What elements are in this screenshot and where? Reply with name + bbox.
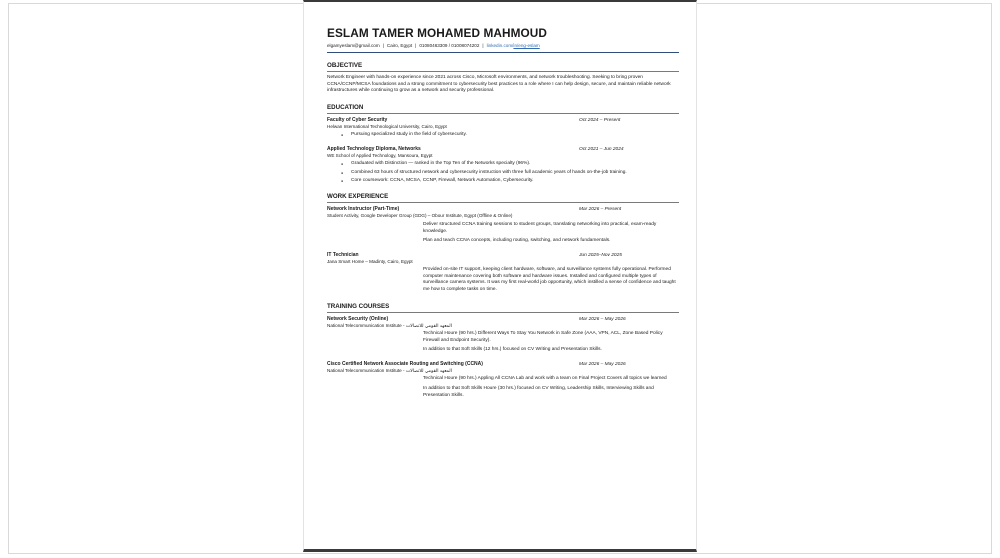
entry-bullets bbox=[327, 161, 679, 184]
objective-section bbox=[327, 62, 679, 95]
entry-title: Network Security (Online) bbox=[327, 315, 389, 322]
work-section bbox=[327, 193, 679, 293]
linkedin-link[interactable] bbox=[487, 43, 540, 48]
bullet-item: ● Combined 63 hours of structured network and cybersecurity instruction with three full academic years of hands on-the-job training. bbox=[351, 170, 679, 176]
contact-location: Cairo, Egypt bbox=[386, 43, 413, 48]
entry-date: Mar 2026 – Present bbox=[579, 207, 622, 213]
section-title: WORK EXPERIENCE bbox=[327, 193, 389, 201]
section-divider bbox=[327, 312, 679, 313]
description-paragraph: Plan and teach CCNA concepts, including routing, switching, and network fundamentals. bbox=[423, 238, 611, 244]
section-divider bbox=[327, 113, 679, 114]
bullet-item: ● Pursuing specialized study in the field of cybersecurity. bbox=[351, 132, 679, 138]
description-paragraph: Deliver structured CCNA training sessions to student groups, translating networking into practical, exam-ready knowledge. bbox=[423, 221, 657, 234]
entry-date: Oct 2024 – Present bbox=[579, 117, 621, 123]
description-paragraph: Technical Houre (90 hrs.) Different Ways To Stay You Network in Safe Zone (AAA, VPN, ACL, Zone Based Policy Firewall and Endpoint Security). bbox=[423, 331, 663, 343]
section-title: OBJECTIVE bbox=[327, 62, 363, 69]
linkedin-handle: in/eng-eslam bbox=[513, 43, 540, 48]
entry-description bbox=[423, 376, 679, 399]
entry-institution: Helwan International Technological University, Cairo, Egypt bbox=[327, 123, 447, 129]
resume-page bbox=[303, 0, 697, 552]
education-entry bbox=[327, 117, 679, 139]
contact-separator: | bbox=[415, 43, 417, 48]
entry-institution: National Telecommunication Institute - المعهد القومي للاتصالات bbox=[327, 322, 452, 328]
training-entry bbox=[327, 361, 679, 399]
education-entry bbox=[327, 146, 679, 185]
contact-phones: 01080463309 / 01008074202 bbox=[419, 43, 480, 48]
description-paragraph: Provided on-site IT support, keeping client hardware, software, and surveillance systems fully operational. Performed computer maintenance covering both software and hardware issues. Installed and configured multiple types of surveillance camera systems. It was my first real-world job opportunity, which instilled a sense of confidence and taught me how to complete tasks on time. bbox=[423, 267, 676, 292]
bullet-item: ● Core coursework: CCNA, MCSA, CCNP, Firewall, Network Automation, Cybersecurity. bbox=[351, 178, 679, 184]
entry-organization: Student Activity, Google Developer Group (GDG) – Obour Institute, Egypt (Offline & Online) bbox=[327, 213, 513, 219]
linkedin-prefix: linkedin.com/ bbox=[486, 43, 514, 48]
entry-title: Network Instructor (Part-Time) bbox=[327, 206, 400, 213]
entry-description bbox=[423, 331, 679, 354]
contact-line bbox=[327, 43, 679, 49]
section-title: TRAINING COURSES bbox=[327, 302, 390, 310]
entry-title: Cisco Certified Network Associate Routing and Switching (CCNA) bbox=[327, 360, 483, 367]
entry-bullets bbox=[327, 132, 679, 138]
entry-institution: WE School of Applied Technology, Mansoura, Egypt bbox=[327, 152, 433, 158]
header-divider bbox=[327, 52, 679, 53]
work-entry bbox=[327, 206, 679, 244]
entry-description bbox=[423, 222, 679, 245]
entry-date: Mar 2026 – May 2026 bbox=[579, 316, 626, 322]
entry-date: Jun 2025–Nov 2025 bbox=[579, 252, 622, 258]
training-section bbox=[327, 303, 679, 400]
entry-description bbox=[423, 267, 679, 293]
description-paragraph: In addition to that Soft Skills (12 hrs.) focused on CV Writing and Presentation Skills. bbox=[423, 347, 602, 353]
contact-separator: | bbox=[382, 43, 384, 48]
contact-email: elgamyeslam@gmail.com bbox=[327, 43, 380, 48]
entry-title: Applied Technology Diploma, Networks bbox=[327, 145, 421, 152]
description-paragraph: Technical Houre (90 hrs.) Appling All CCNA Lab and work with a team on Final Project Covers all topics we learned bbox=[423, 376, 667, 382]
contact-separator: | bbox=[482, 43, 484, 48]
section-divider bbox=[327, 71, 679, 72]
entry-title: IT Technician bbox=[327, 251, 359, 258]
entry-title: Faculty of Cyber Security bbox=[327, 116, 388, 123]
entry-institution: National Telecommunication Institute - المعهد القومي للاتصالات bbox=[327, 367, 452, 373]
section-title: EDUCATION bbox=[327, 103, 364, 111]
resume-content bbox=[327, 26, 679, 402]
bullet-item: ● Graduated with Distinction — ranked in the Top Ten of the Networks specialty (96%). bbox=[351, 161, 679, 167]
training-entry bbox=[327, 316, 679, 354]
entry-date: Oct 2021 – Jun 2024 bbox=[579, 146, 624, 152]
entry-date: Mar 2026 – May 2026 bbox=[579, 361, 626, 367]
entry-organization: Jana Smart Home – Madinty, Cairo, Egypt bbox=[327, 258, 413, 264]
description-paragraph: In addition to that Soft Skills Houre (30 hrs.) focused on CV Writing, Leadership Skills, Interviewing Skills and Presentation Skills. bbox=[423, 385, 654, 398]
work-entry bbox=[327, 252, 679, 294]
objective-text: Network Engineer with hands-on experience since 2021 across Cisco, Microsoft environments, and network troubleshooting. Seeking to bring proven CCNA/CCNP/MCSA foundations and a strong commitment to cybersecurity best practices to a role where I can help design, secure, and maintain reliable network infrastructures while continuing to grow as a network and security professional. bbox=[327, 75, 671, 94]
section-divider bbox=[327, 202, 679, 203]
candidate-name: ESLAM TAMER MOHAMED MAHMOUD bbox=[327, 26, 548, 40]
education-section bbox=[327, 104, 679, 185]
